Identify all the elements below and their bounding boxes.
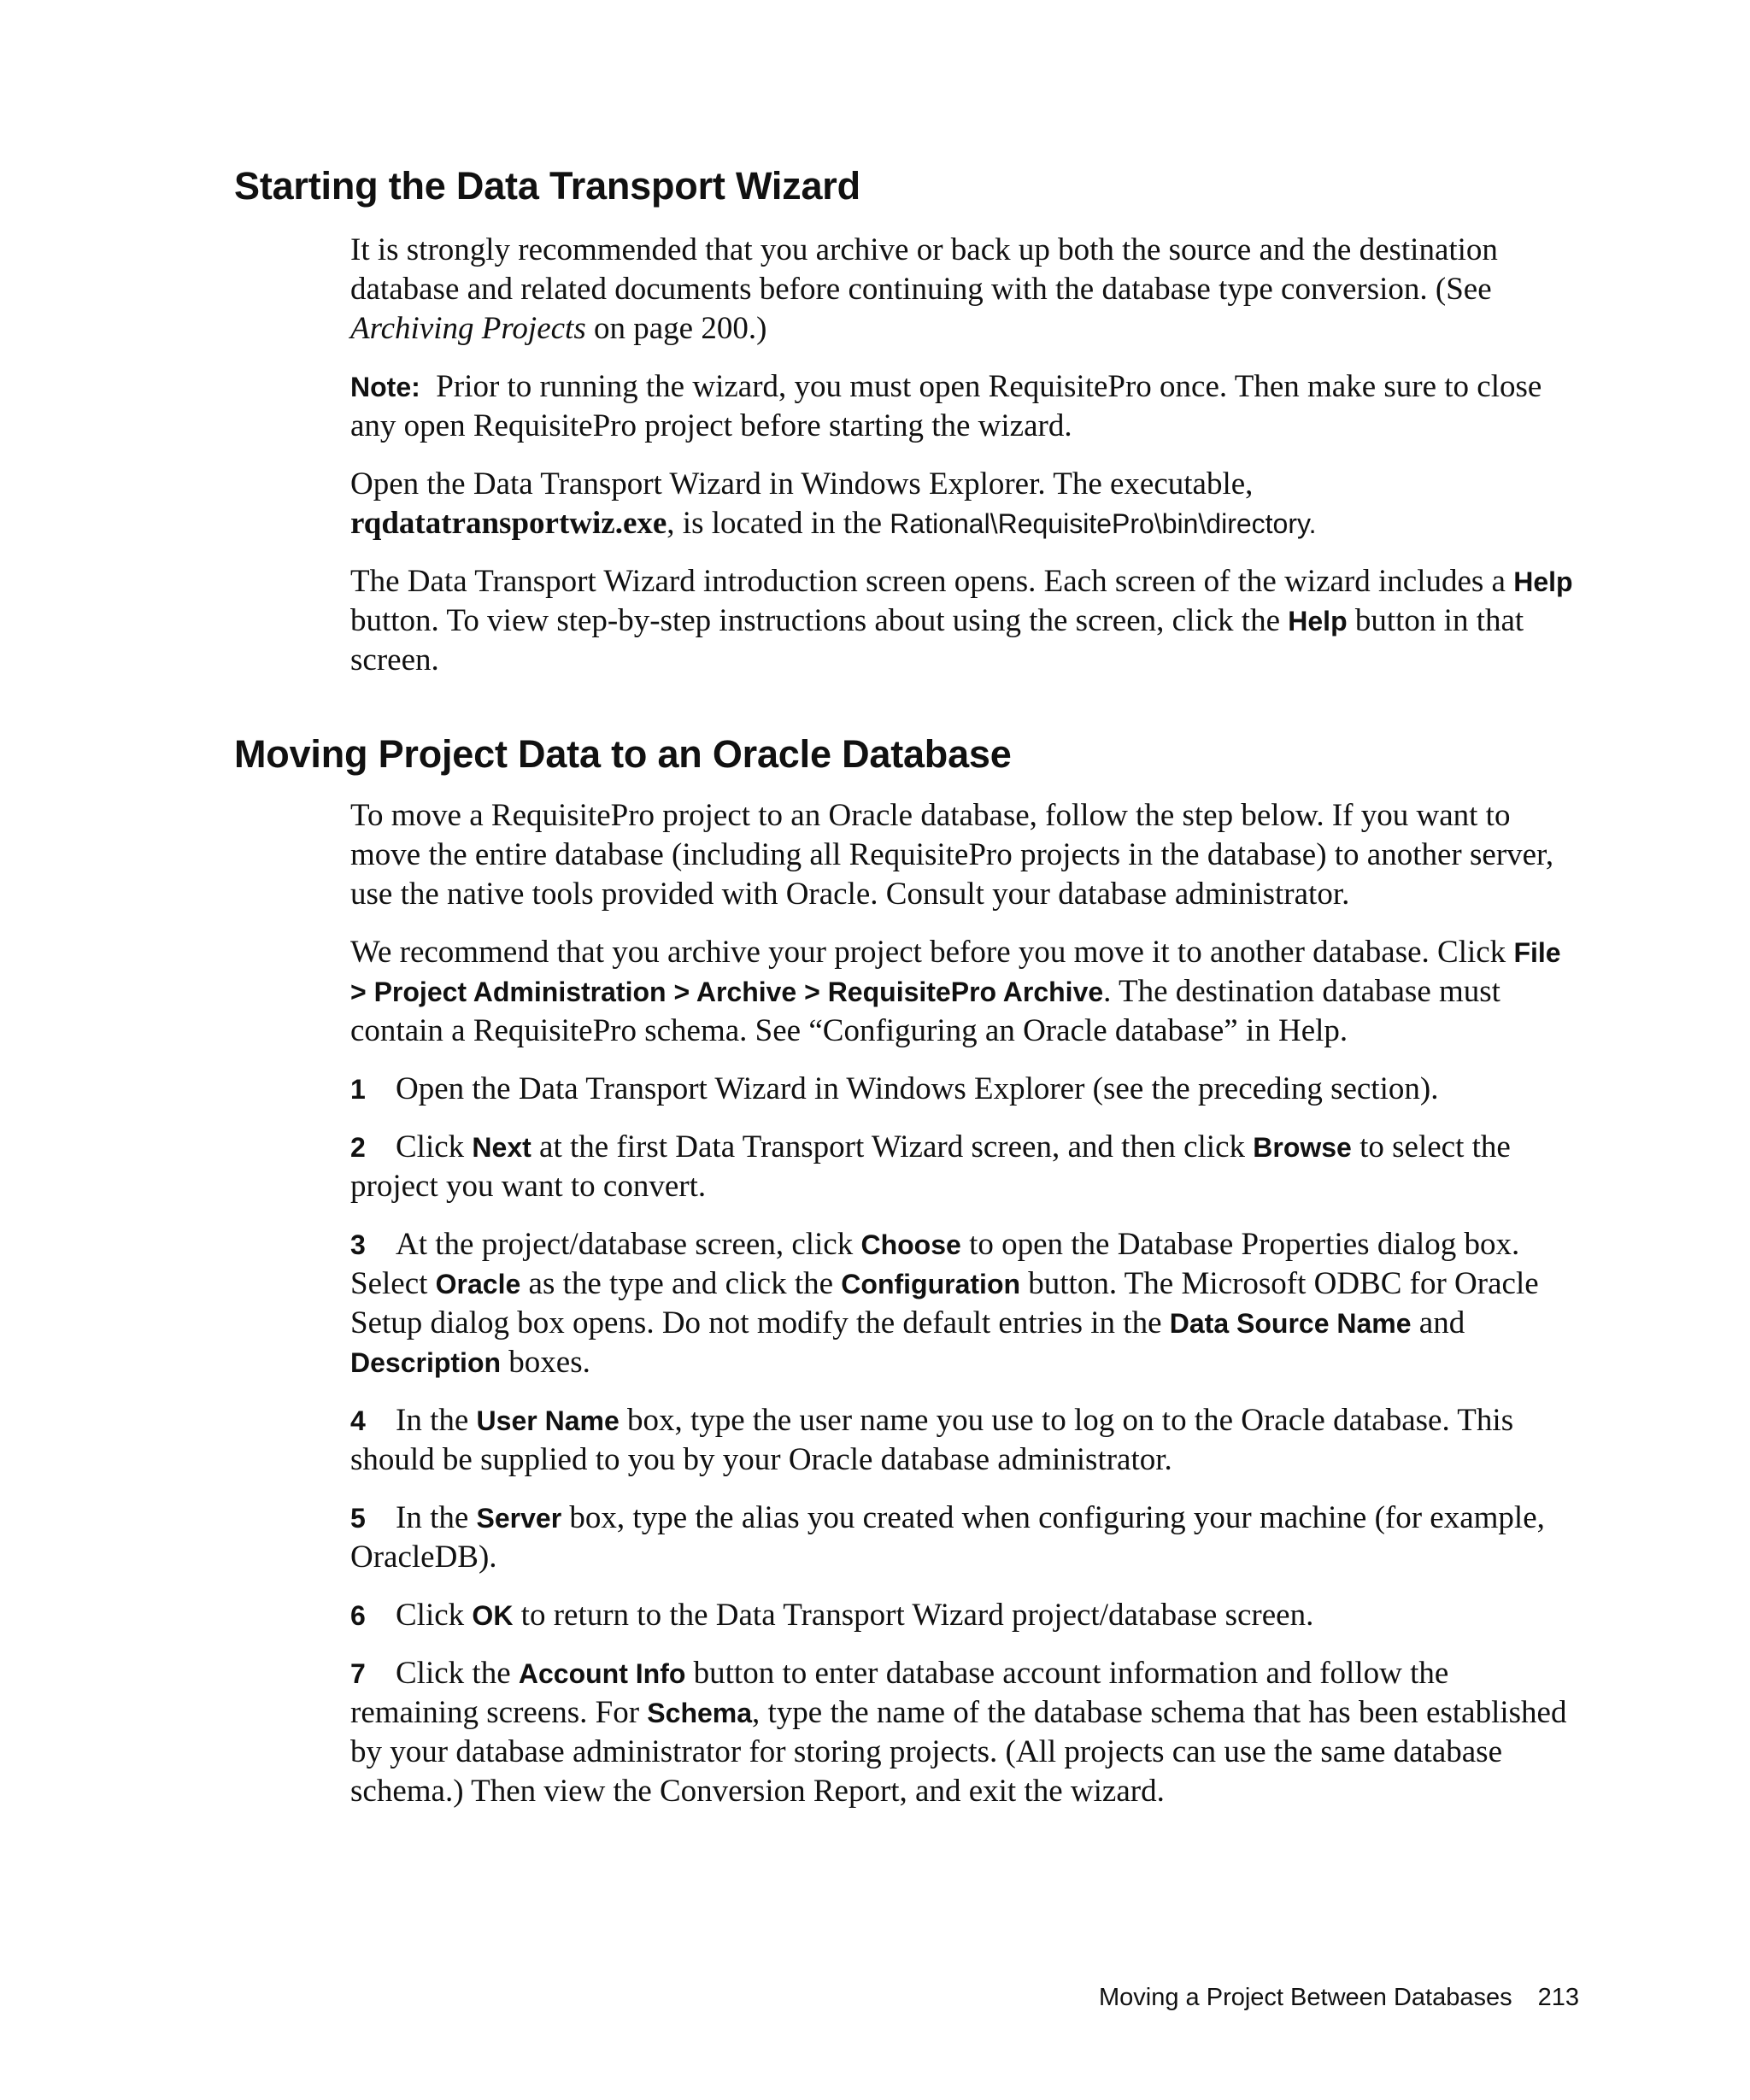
page-footer — [1099, 1982, 1579, 2013]
configuration-button-label: Configuration — [841, 1269, 1021, 1299]
section-body-starting-wizard — [350, 231, 1581, 699]
paragraph-archive-recommendation: We recommend that you archive your project before you move it to another database. Click File > Project Administration > Archive > RequisitePro Archive. The destination database must contain a RequisitePro schema. See “Configuring an Oracle database” in Help. — [350, 935, 1561, 1048]
help-button-label: Help — [1513, 566, 1573, 597]
note-paragraph: Note: Prior to running the wizard, you must open RequisitePro once. Then make sure to close any open RequisitePro project before starting the wizard. — [350, 369, 1542, 443]
install-path: Rational\RequisitePro\bin\directory. — [890, 508, 1317, 539]
data-source-name-label: Data Source Name — [1169, 1308, 1412, 1339]
step-1: 1 Open the Data Transport Wizard in Windows Explorer (see the preceding section). — [350, 1070, 1581, 1109]
account-info-button-label: Account Info — [518, 1658, 686, 1689]
section-heading-oracle: Moving Project Data to an Oracle Database — [234, 732, 1012, 776]
executable-name: rqdatatransportwiz.exe — [350, 506, 667, 541]
step-number: 1 — [350, 1074, 366, 1105]
step-2: 2 Click Next at the first Data Transport Wizard screen, and then click Browse to select the project you want to convert. — [350, 1129, 1511, 1204]
step-number: 6 — [350, 1600, 366, 1631]
ok-button-label: OK — [472, 1600, 514, 1631]
page-number: 213 — [1537, 1984, 1579, 2011]
step-number: 3 — [350, 1229, 366, 1260]
paragraph-help-button: The Data Transport Wizard introduction screen opens. Each screen of the wizard includes a Help button. To view step-by-step instructions about using the screen, click the Help button in that screen. — [350, 564, 1573, 678]
section-body-oracle — [350, 796, 1581, 1830]
paragraph-oracle-intro: To move a RequisitePro project to an Oracle database, follow the step below. If you want to move the entire database (including all RequisitePro projects in the database) to another server, use the native tools provided with Oracle. Consult your database administrator. — [350, 798, 1554, 912]
step-number: 4 — [350, 1405, 366, 1436]
step-4: 4 In the User Name box, type the user name you use to log on to the Oracle database. This should be supplied to you by your Oracle database administrator. — [350, 1403, 1514, 1477]
step-6: 6 Click OK to return to the Data Transport Wizard project/database screen. — [350, 1596, 1581, 1635]
choose-button-label: Choose — [860, 1229, 961, 1260]
note-label: Note: — [350, 372, 420, 402]
user-name-label: User Name — [476, 1405, 620, 1436]
menu-path: File > Project Administration > Archive > RequisitePro Archive — [350, 937, 1561, 1007]
next-button-label: Next — [472, 1132, 531, 1163]
cross-reference-archiving-projects: Archiving Projects — [350, 311, 586, 346]
footer-chapter-title: Moving a Project Between Databases — [1099, 1984, 1512, 2011]
paragraph-open-wizard: Open the Data Transport Wizard in Windows Explorer. The executable, rqdatatransportwiz.exe, is located in the Rational\RequisitePro\bin\directory. — [350, 466, 1317, 541]
schema-label: Schema — [647, 1698, 753, 1728]
step-number: 2 — [350, 1132, 366, 1163]
section-heading-starting-wizard: Starting the Data Transport Wizard — [234, 164, 860, 208]
step-7: 7 Click the Account Info button to enter database account information and follow the remaining screens. For Schema, type the name of the database schema that has been established by your database administrator for storing projects. (All projects can use the same database schema.) Then view the Conversion Report, and exit the wizard. — [350, 1656, 1567, 1809]
paragraph-backup-recommendation: It is strongly recommended that you archive or back up both the source and the destination database and related documents before continuing with the database type conversion. (See Archiving Projects on page 200.) — [350, 232, 1498, 346]
step-5: 5 In the Server box, type the alias you created when configuring your machine (for example, OracleDB). — [350, 1500, 1545, 1575]
oracle-option-label: Oracle — [435, 1269, 521, 1299]
step-number: 5 — [350, 1503, 366, 1534]
browse-button-label: Browse — [1253, 1132, 1352, 1163]
step-number: 7 — [350, 1658, 366, 1689]
step-3: 3 At the project/database screen, click Choose to open the Database Properties dialog box. Select Oracle as the type and click the Configuration button. The Microsoft ODBC for Oracle Setup dialog box opens. Do not modify the default entries in the Data Source Name and Description boxes. — [350, 1227, 1539, 1380]
description-label: Description — [350, 1347, 502, 1378]
server-label: Server — [476, 1503, 562, 1534]
help-button-label: Help — [1288, 606, 1348, 636]
